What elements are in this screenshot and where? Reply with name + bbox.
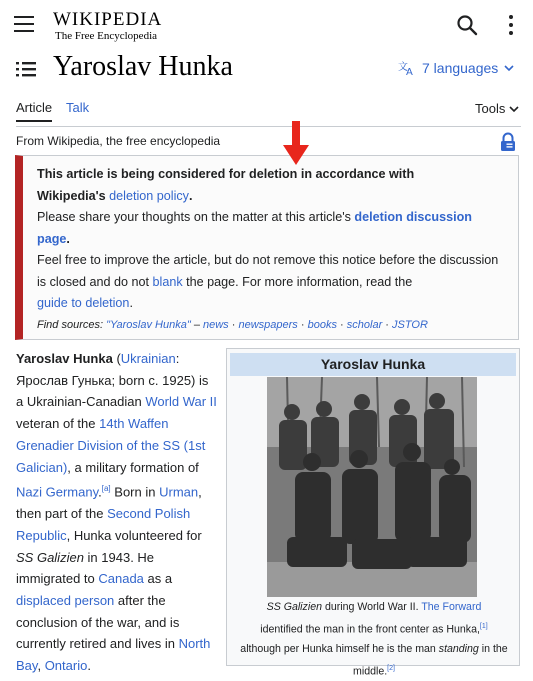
deletion-discussion-link-2[interactable]: page: [37, 231, 67, 246]
group-photo-image[interactable]: [267, 377, 477, 597]
blank-link[interactable]: blank: [152, 274, 183, 289]
find-news-link[interactable]: news: [203, 318, 229, 331]
note-a-link[interactable]: [a]: [101, 484, 111, 494]
table-of-contents-icon[interactable]: [16, 61, 36, 77]
world-war-ii-link[interactable]: World War II: [145, 394, 217, 410]
the-forward-link[interactable]: The Forward: [421, 601, 482, 613]
chevron-down-icon: [509, 105, 519, 113]
from-wikipedia-line: From Wikipedia, the free encyclopedia: [16, 134, 221, 148]
tab-article[interactable]: Article: [16, 100, 52, 122]
notice-improve-text: Feel free to improve the article, but do not remove this notice before the discussion is closed and do not: [37, 253, 499, 289]
deletion-policy-link[interactable]: deletion policy: [109, 188, 189, 203]
subject-name: Yaroslav Hunka: [16, 351, 113, 366]
find-sources-query-link[interactable]: "Yaroslav Hunka": [106, 318, 191, 331]
nazi-germany-link[interactable]: Nazi Germany: [16, 484, 99, 500]
circa-abbr: c.: [148, 372, 159, 388]
notice-heading-2: Wikipedia's: [37, 188, 106, 203]
search-icon[interactable]: [456, 14, 478, 36]
chevron-down-icon: [504, 64, 514, 72]
ref-1-link[interactable]: [1]: [479, 623, 488, 630]
tools-label: Tools: [475, 101, 506, 116]
ukrainian-link[interactable]: Ukrainian: [120, 351, 176, 366]
find-books-link[interactable]: books: [307, 318, 337, 331]
cyrillic-name: Ярослав Гунька; born: [16, 372, 145, 388]
urman-link[interactable]: Urman: [159, 484, 199, 500]
infobox: [226, 348, 520, 678]
ss-galizien-text: SS Galizien: [16, 549, 84, 565]
languages-button[interactable]: [398, 60, 514, 76]
second-polish-republic-link[interactable]: Second Polish Republic: [16, 506, 191, 543]
languages-label: 7 languages: [422, 60, 499, 76]
svg-text:文: 文: [398, 62, 408, 73]
waffen-division-link[interactable]: 14th Waffen Grenadier Division of the SS (1st Galician): [16, 416, 206, 475]
more-vertical-icon[interactable]: [508, 15, 514, 35]
find-newspapers-link[interactable]: newspapers: [238, 318, 298, 331]
infobox-caption: SS Galizien during World War II. The Forward identified the man in the front center as Hunka,[1] although per Hunka himself he is the man standing in the middle.[2]: [240, 601, 508, 678]
canada-link[interactable]: Canada: [98, 571, 144, 587]
header: [0, 0, 533, 50]
infobox-title: Yaroslav Hunka: [230, 353, 516, 376]
guide-to-deletion-link[interactable]: guide to deletion: [37, 296, 130, 310]
lead-paragraph: Yaroslav Hunka (Ukrainian: Ярослав Гунька; born c. 1925) is a Ukrainian-Canadian World War II veteran of the 14th Waffen Grenadier Division of the SS (1st Galician), a military formation of Nazi Germany.[a] Born in Urman, then part of the Second Polish Republic, Hunka volunteered for SS Galizien in 1943. He immigrated to Canada as a displaced person after the conclusion of the war, and is currently retired and lives in North Bay, Ontario.: [16, 351, 217, 674]
tools-menu[interactable]: [475, 101, 519, 116]
tab-talk[interactable]: Talk: [66, 100, 90, 115]
ref-2-link[interactable]: [2]: [387, 664, 395, 672]
deletion-notice: This article is being considered for deletion in accordance with Wikipedia's deletion policy. Please share your thoughts on the matter at this article's deletion discussion page. Feel free to improve the article, but do not remove this notice before the discussion is closed and do not blank the page. For more information, read the guide to deletion. Find sources: "Yaroslav Hunka" – news · newspapers · books · scholar · JSTOR: [15, 155, 519, 340]
find-jstor-link[interactable]: JSTOR: [392, 318, 428, 331]
logo-subtitle[interactable]: The Free Encyclopedia: [55, 30, 158, 42]
find-sources: Find sources: "Yaroslav Hunka" – news · newspapers · books · scholar · JSTOR: [37, 318, 428, 331]
annotation-arrow-down-icon: [283, 121, 309, 165]
page-title: Yaroslav Hunka: [53, 51, 233, 82]
ontario-link[interactable]: Ontario: [44, 658, 88, 674]
find-scholar-link[interactable]: scholar: [346, 318, 383, 331]
notice-share-text: Please share your thoughts on the matter at this article's: [37, 210, 351, 224]
deletion-discussion-link[interactable]: deletion discussion: [354, 210, 472, 224]
lock-icon[interactable]: [499, 132, 517, 152]
notice-info-text: the page. For more information, read the: [186, 274, 413, 289]
notice-heading: This article is being considered for deletion in accordance with: [37, 167, 415, 181]
page-tabs: [16, 100, 521, 127]
north-bay-link[interactable]: North Bay: [16, 636, 211, 674]
svg-text:A: A: [406, 67, 413, 76]
logo-title[interactable]: WIKIPEDIA: [53, 9, 163, 30]
hamburger-icon[interactable]: [14, 16, 34, 32]
translate-icon: [398, 60, 416, 76]
displaced-person-link[interactable]: displaced person: [16, 593, 115, 609]
